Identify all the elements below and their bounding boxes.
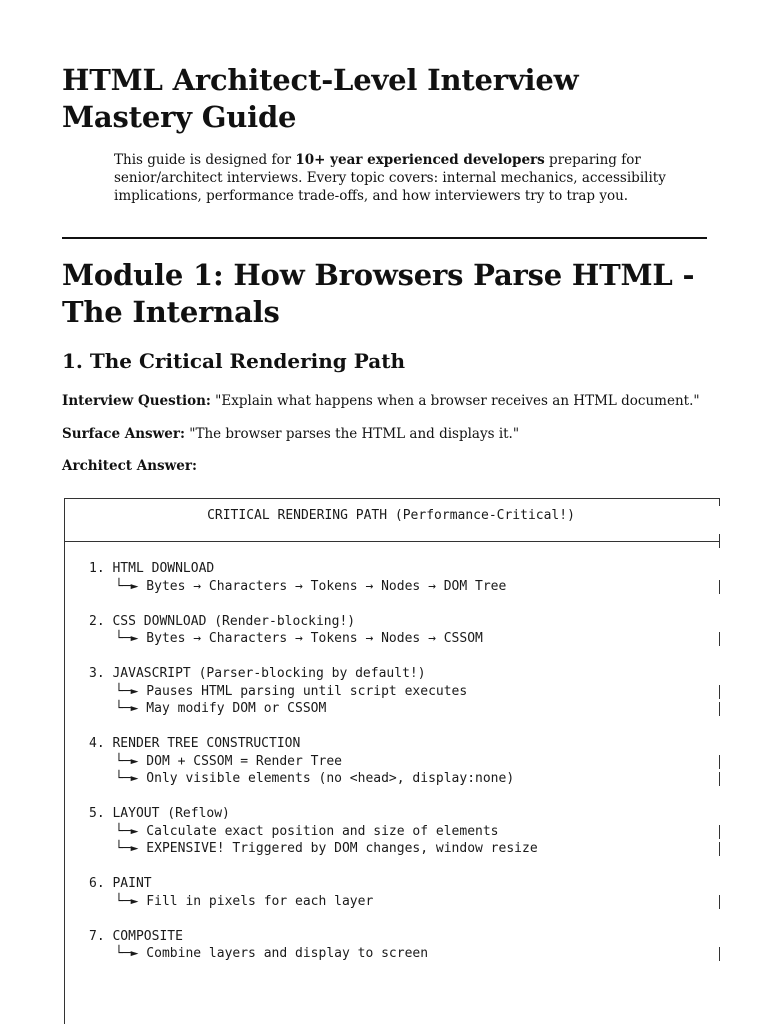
box-right-border-segment [719,947,720,961]
critical-rendering-path-diagram [62,494,720,1024]
diagram-step-detail: └─► EXPENSIVE! Triggered by DOM changes, window resize [115,841,538,856]
diagram-step-title: 3. JAVASCRIPT (Parser-blocking by default!) [89,666,426,681]
diagram-step-detail: └─► Only visible elements (no <head>, display:none) [115,771,515,786]
document-title: HTML Architect-Level Interview Mastery Guide [62,63,579,134]
diagram-step-detail: └─► Pauses HTML parsing until script executes [115,683,468,699]
diagram-step-detail: └─► Combine layers and display to screen [115,946,429,961]
diagram-step-title: 6. PAINT [89,876,152,891]
box-right-border-segment [719,895,720,909]
box-right-border-segment [719,685,720,699]
surface-label: Surface Answer: [62,426,185,442]
diagram-step-detail: └─► Bytes → Characters → Tokens → Nodes → DOM Tree [115,578,507,594]
box-right-border-segment [719,772,720,786]
module-title: Module 1: How Browsers Parse HTML - The Internals [62,258,695,329]
question-text: "Explain what happens when a browser receives an HTML document." [210,393,700,409]
box-top-border [64,498,719,499]
intro-suffix: preparing for senior/architect interviews. Every topic covers: internal mechanics, accessibility implications, performance trade-offs, and how interviewers try to trap you. [114,152,666,204]
horizontal-rule [62,237,707,239]
diagram-step-title: 4. RENDER TREE CONSTRUCTION [89,736,301,751]
architect-answer [62,457,707,475]
intro-bold: 10+ year experienced developers [295,152,545,168]
intro-paragraph [114,151,674,205]
section-title: 1. The Critical Rendering Path [62,349,405,373]
box-top-right-corner [719,498,720,506]
diagram-step-detail: └─► DOM + CSSOM = Render Tree [115,753,342,769]
diagram-step-title: 2. CSS DOWNLOAD (Render-blocking!) [89,613,356,629]
diagram-step-title: 1. HTML DOWNLOAD [89,561,215,576]
box-right-border-segment [719,842,720,856]
box-right-border-segment [719,702,720,716]
diagram-step-detail: └─► Calculate exact position and size of elements [115,823,499,839]
box-left-border [64,498,65,1024]
box-right-border-segment [719,580,720,594]
diagram-step-title: 7. COMPOSITE [89,928,183,944]
interview-question [62,392,707,410]
intro-prefix: This guide is designed for [114,152,296,168]
box-separator-right [719,534,720,548]
diagram-step-detail: └─► May modify DOM or CSSOM [115,701,327,716]
diagram-step-title: 5. LAYOUT (Reflow) [89,806,230,821]
surface-answer [62,425,707,443]
question-label: Interview Question: [62,393,211,409]
diagram-step-detail: └─► Fill in pixels for each layer [115,893,374,909]
box-right-border-segment [719,825,720,839]
diagram-header: CRITICAL RENDERING PATH (Performance-Critical!) [207,508,575,523]
surface-text: "The browser parses the HTML and displays it." [184,426,520,442]
box-right-border-segment [719,632,720,646]
box-header-separator [64,541,719,542]
diagram-step-detail: └─► Bytes → Characters → Tokens → Nodes → CSSOM [115,631,483,646]
architect-label: Architect Answer: [62,458,197,474]
box-right-border-segment [719,755,720,769]
